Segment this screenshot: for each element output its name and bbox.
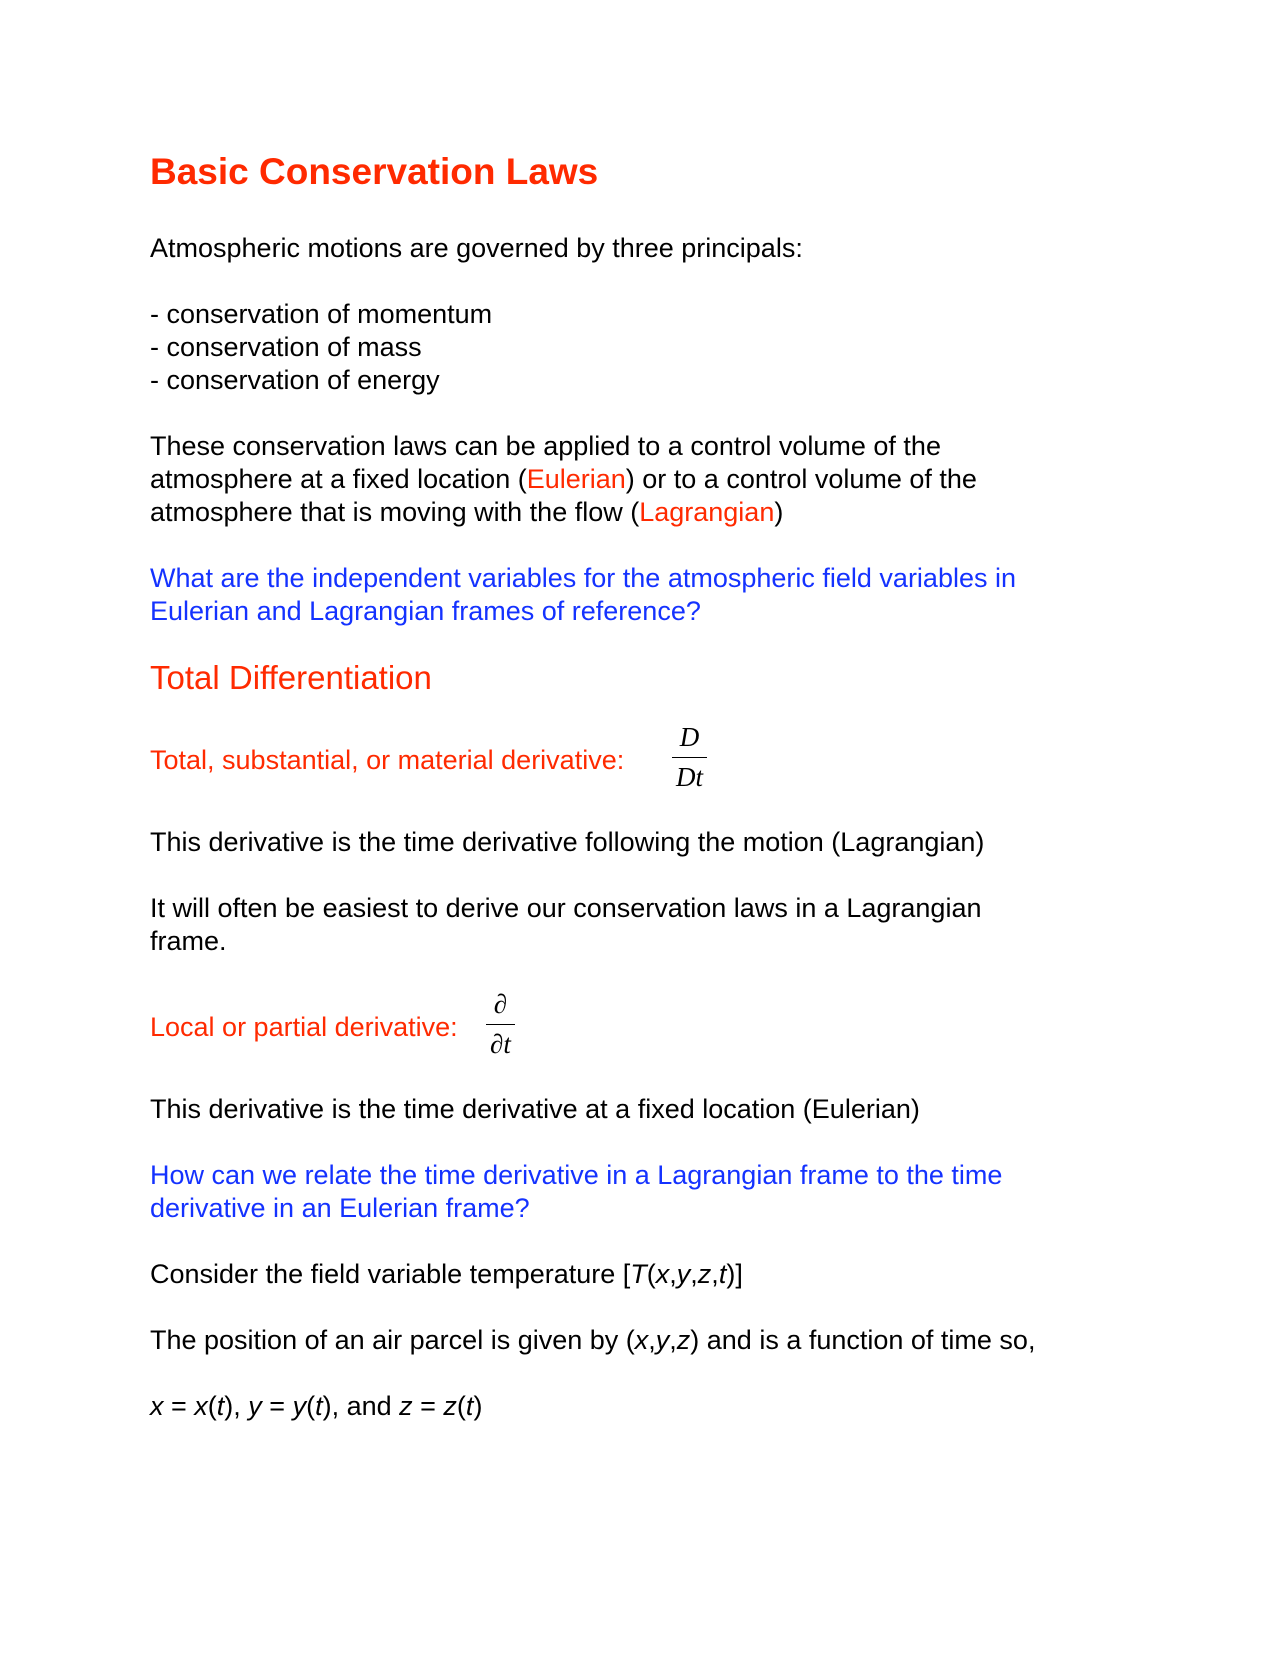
partial-derivative-description: This derivative is the time derivative at a fixed location (Eulerian) (150, 1094, 920, 1124)
var-z: z (697, 1259, 712, 1289)
laws-line-3-start: atmosphere that is moving with the flow ( (150, 497, 640, 527)
partial-derivative-denominator: ∂t (490, 1029, 511, 1059)
var-x: x (655, 1259, 670, 1289)
laws-line-2 (150, 463, 977, 497)
paren: ( (646, 1259, 656, 1289)
paren: )] (726, 1259, 743, 1289)
position-suffix: ) and is a function of time so, (690, 1325, 1036, 1355)
comma: , (711, 1259, 719, 1289)
page-title: Basic Conservation Laws (150, 151, 599, 192)
question1-line-1: What are the independent variables for the atmospheric field variables in (150, 563, 1016, 593)
var-y: y (676, 1259, 691, 1289)
question1-line-2: Eulerian and Lagrangian frames of reference? (150, 596, 701, 626)
var-t: t (465, 1391, 474, 1421)
paren: ( (306, 1391, 316, 1421)
paren: ( (207, 1391, 217, 1421)
var-t: t (718, 1259, 727, 1289)
laws-line-2-end: ) or to a control volume of the (625, 464, 977, 494)
total-derivative-label: Total, substantial, or material derivative: (150, 745, 625, 775)
var-T: T (630, 1259, 647, 1289)
total-derivative-fraction (672, 724, 707, 791)
principle-energy: - conservation of energy (150, 365, 440, 395)
var-y: y (655, 1325, 670, 1355)
parcel-position (150, 1324, 1035, 1358)
fn-x: x (194, 1391, 208, 1421)
laws-line-2-start: atmosphere at a fixed location ( (150, 464, 527, 494)
easiest-line-2: frame. (150, 926, 227, 956)
total-derivative-description: This derivative is the time derivative following the motion (Lagrangian) (150, 827, 985, 857)
eulerian-term: Eulerian (526, 464, 626, 494)
equals: = (261, 1391, 293, 1421)
equals: = (412, 1391, 444, 1421)
section-heading: Total Differentiation (150, 659, 432, 696)
fn-y: y (292, 1391, 307, 1421)
lagrangian-term: Lagrangian (639, 497, 775, 527)
partial-derivative-fraction (486, 991, 515, 1058)
var-z: z (399, 1391, 413, 1421)
laws-line-1: These conservation laws can be applied to a control volume of the (150, 431, 941, 461)
comma: , (669, 1259, 677, 1289)
paren: ( (456, 1391, 466, 1421)
total-derivative-denominator: Dt (676, 762, 703, 792)
easiest-line-1: It will often be easiest to derive our conservation laws in a Lagrangian (150, 893, 982, 923)
laws-line-3-end: ) (774, 497, 784, 527)
position-equations (150, 1390, 482, 1424)
principle-mass: - conservation of mass (150, 332, 422, 362)
principle-momentum: - conservation of momentum (150, 299, 493, 329)
var-t: t (216, 1391, 225, 1421)
laws-line-3 (150, 496, 783, 530)
consider-prefix: Consider the field variable temperature [ (150, 1259, 631, 1289)
partial-derivative-numerator: ∂ (493, 989, 508, 1019)
var-z: z (676, 1325, 691, 1355)
comma: , (690, 1259, 698, 1289)
paren: ), and (322, 1391, 400, 1421)
var-x: x (150, 1391, 164, 1421)
var-y: y (248, 1391, 262, 1421)
intro-text: Atmospheric motions are governed by three principals: (150, 233, 803, 263)
position-prefix: The position of an air parcel is given by ( (150, 1325, 635, 1355)
comma: , (669, 1325, 677, 1355)
question2-line-1: How can we relate the time derivative in a Lagrangian frame to the time (150, 1160, 1003, 1190)
var-t: t (315, 1391, 323, 1421)
equals: = (163, 1391, 195, 1421)
var-x: x (634, 1325, 649, 1355)
paren: ) (473, 1391, 483, 1421)
partial-derivative-label: Local or partial derivative: (150, 1012, 458, 1042)
comma: , (648, 1325, 656, 1355)
fn-z: z (443, 1391, 457, 1421)
consider-temperature (150, 1258, 743, 1292)
paren: ), (224, 1391, 249, 1421)
total-derivative-numerator: D (679, 722, 700, 752)
question2-line-2: derivative in an Eulerian frame? (150, 1193, 530, 1223)
